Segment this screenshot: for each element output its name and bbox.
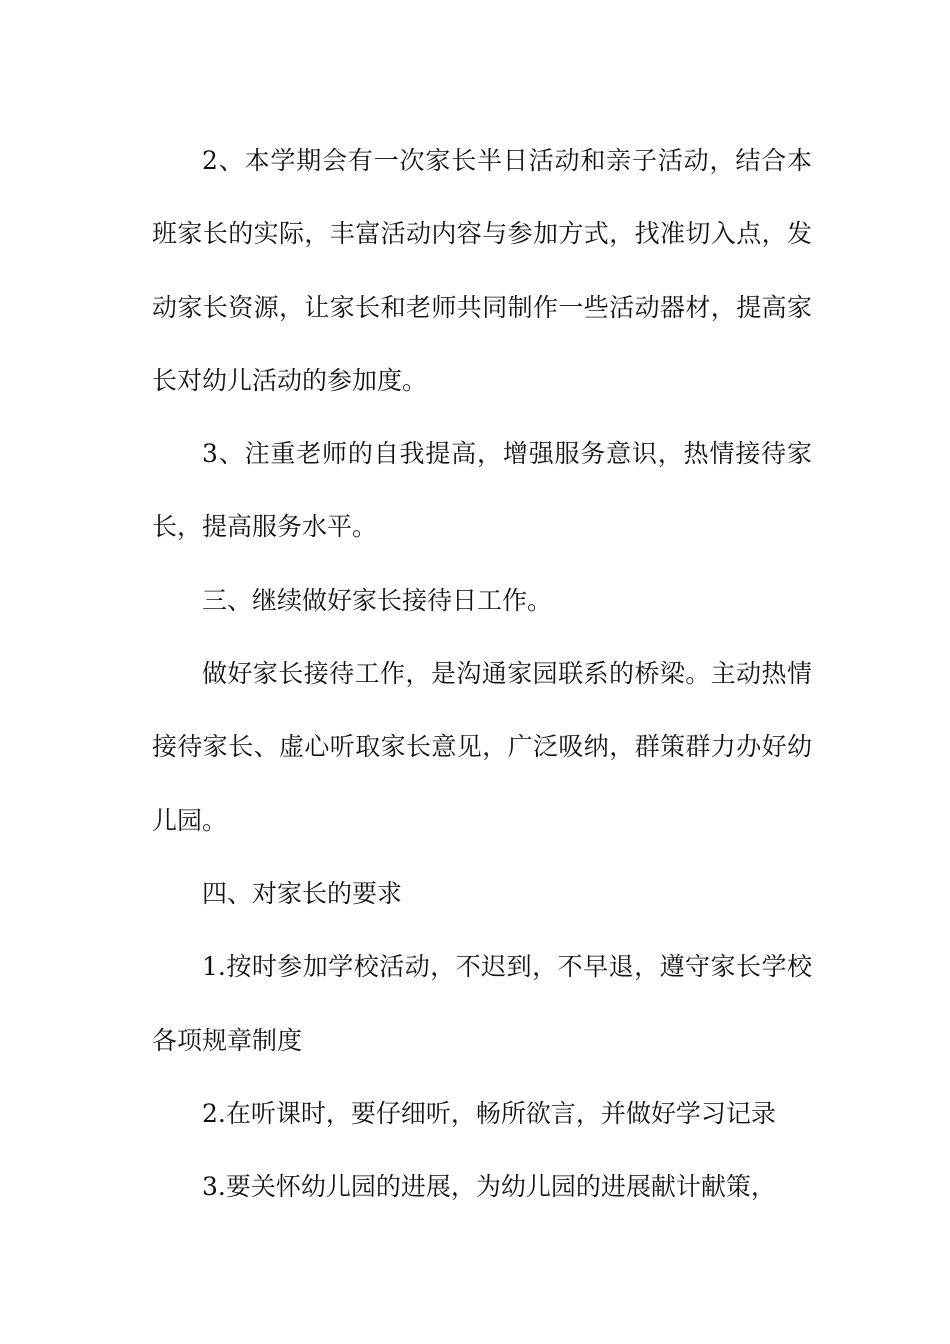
paragraph-reception-work: 做好家长接待工作，是沟通家园联系的桥梁。主动热情接待家长、虚心听取家长意见，广泛吸纳，群策群力办好幼儿园。 <box>152 659 812 835</box>
list-item-caring: 3.要关怀幼儿园的进展，为幼儿园的进展献计献策， <box>202 1172 776 1202</box>
document-body <box>152 124 812 1223</box>
section-heading-parent-requirements: 四、对家长的要求 <box>202 878 403 908</box>
list-item-attendance: 1.按时参加学校活动，不迟到，不早退，遵守家长学校各项规章制度 <box>152 952 812 1055</box>
list-item-listening: 2.在听课时，要仔细听，畅所欲言，并做好学习记录 <box>202 1098 776 1128</box>
section-heading-reception-day: 三、继续做好家长接待日工作。 <box>202 585 553 615</box>
paragraph-teacher-improvement: 3、注重老师的自我提高，增强服务意识，热情接待家长，提高服务水平。 <box>152 439 812 542</box>
paragraph-parent-activities: 2、本学期会有一次家长半日活动和亲子活动，结合本班家长的实际，丰富活动内容与参加方式，找准切入点，发动家长资源，让家长和老师共同制作一些活动器材，提高家长对幼儿活动的参加度。 <box>152 146 812 395</box>
